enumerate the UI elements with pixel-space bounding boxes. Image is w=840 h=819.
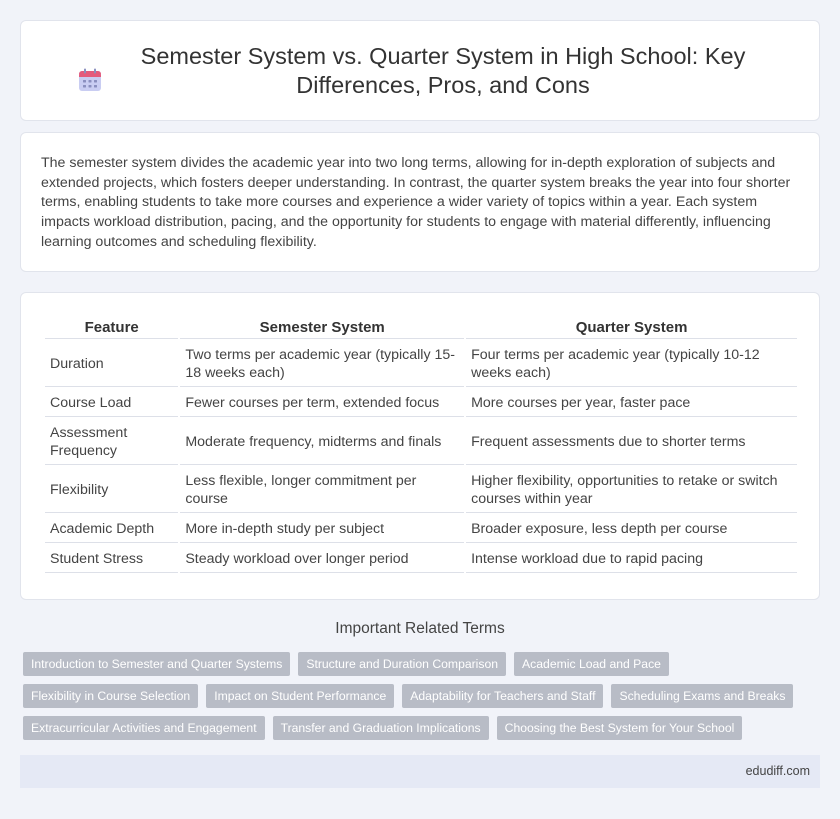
cell-feature: Course Load: [45, 389, 178, 417]
cell-semester: Fewer courses per term, extended focus: [180, 389, 464, 417]
page-title: Semester System vs. Quarter System in High School: Key Differences, Pros, and Cons: [140, 42, 746, 98]
table-row: [45, 545, 797, 573]
tag-link[interactable]: Flexibility in Course Selection: [23, 684, 198, 708]
tag-link[interactable]: Transfer and Graduation Implications: [273, 716, 489, 740]
tag-row: [23, 652, 813, 676]
footer: [20, 755, 820, 788]
tag-link[interactable]: Scheduling Exams and Breaks: [611, 684, 793, 708]
cell-quarter: More courses per year, faster pace: [466, 389, 797, 417]
tag-link[interactable]: Impact on Student Performance: [206, 684, 394, 708]
table-row: [45, 341, 797, 387]
tag-link[interactable]: Adaptability for Teachers and Staff: [402, 684, 603, 708]
cell-feature: Student Stress: [45, 545, 178, 573]
cell-quarter: Four terms per academic year (typically 10-12 weeks each): [466, 341, 797, 387]
comparison-table-card: [20, 292, 820, 600]
footer-site-name: edudiff.com: [745, 764, 810, 778]
header-quarter: Quarter System: [466, 319, 797, 339]
related-terms-tags: [23, 652, 813, 748]
title-card: [20, 20, 820, 121]
tag-link[interactable]: Academic Load and Pace: [514, 652, 669, 676]
tag-link[interactable]: Choosing the Best System for Your School: [497, 716, 743, 740]
cell-semester: Two terms per academic year (typically 15-18 weeks each): [180, 341, 464, 387]
cell-semester: Moderate frequency, midterms and finals: [180, 419, 464, 465]
cell-quarter: Intense workload due to rapid pacing: [466, 545, 797, 573]
intro-paragraph: The semester system divides the academic year into two long terms, allowing for in-depth exploration of subjects and extended projects, which fosters deeper understanding. In contrast, the quarter system breaks the year into four shorter terms, enabling students to take more courses and experience a wider variety of topics within a year. Each system impacts workload distribution, pacing, and the opportunity for students to engage with material differently, influencing learning outcomes and scheduling flexibility.: [41, 155, 791, 250]
intro-card: [20, 132, 820, 272]
tag-row: [23, 716, 813, 740]
cell-quarter: Frequent assessments due to shorter terms: [466, 419, 797, 465]
tag-link[interactable]: Extracurricular Activities and Engagement: [23, 716, 265, 740]
cell-semester: Less flexible, longer commitment per course: [180, 467, 464, 513]
cell-feature: Flexibility: [45, 467, 178, 513]
cell-semester: More in-depth study per subject: [180, 515, 464, 543]
table-row: [45, 515, 797, 543]
cell-quarter: Broader exposure, less depth per course: [466, 515, 797, 543]
table-row: [45, 467, 797, 513]
table-header-row: [45, 319, 797, 339]
related-terms-title: Important Related Terms: [335, 620, 505, 637]
header-semester: Semester System: [180, 319, 464, 339]
tag-link[interactable]: Structure and Duration Comparison: [298, 652, 506, 676]
cell-feature: Assessment Frequency: [45, 419, 178, 465]
cell-semester: Steady workload over longer period: [180, 545, 464, 573]
calendar-icon: [77, 67, 103, 93]
table-row: [45, 389, 797, 417]
table-row: [45, 419, 797, 465]
tag-row: [23, 684, 813, 708]
comparison-table: [43, 317, 799, 575]
cell-quarter: Higher flexibility, opportunities to retake or switch courses within year: [466, 467, 797, 513]
cell-feature: Duration: [45, 341, 178, 387]
cell-feature: Academic Depth: [45, 515, 178, 543]
tag-link[interactable]: Introduction to Semester and Quarter Systems: [23, 652, 290, 676]
header-feature: Feature: [45, 319, 178, 339]
